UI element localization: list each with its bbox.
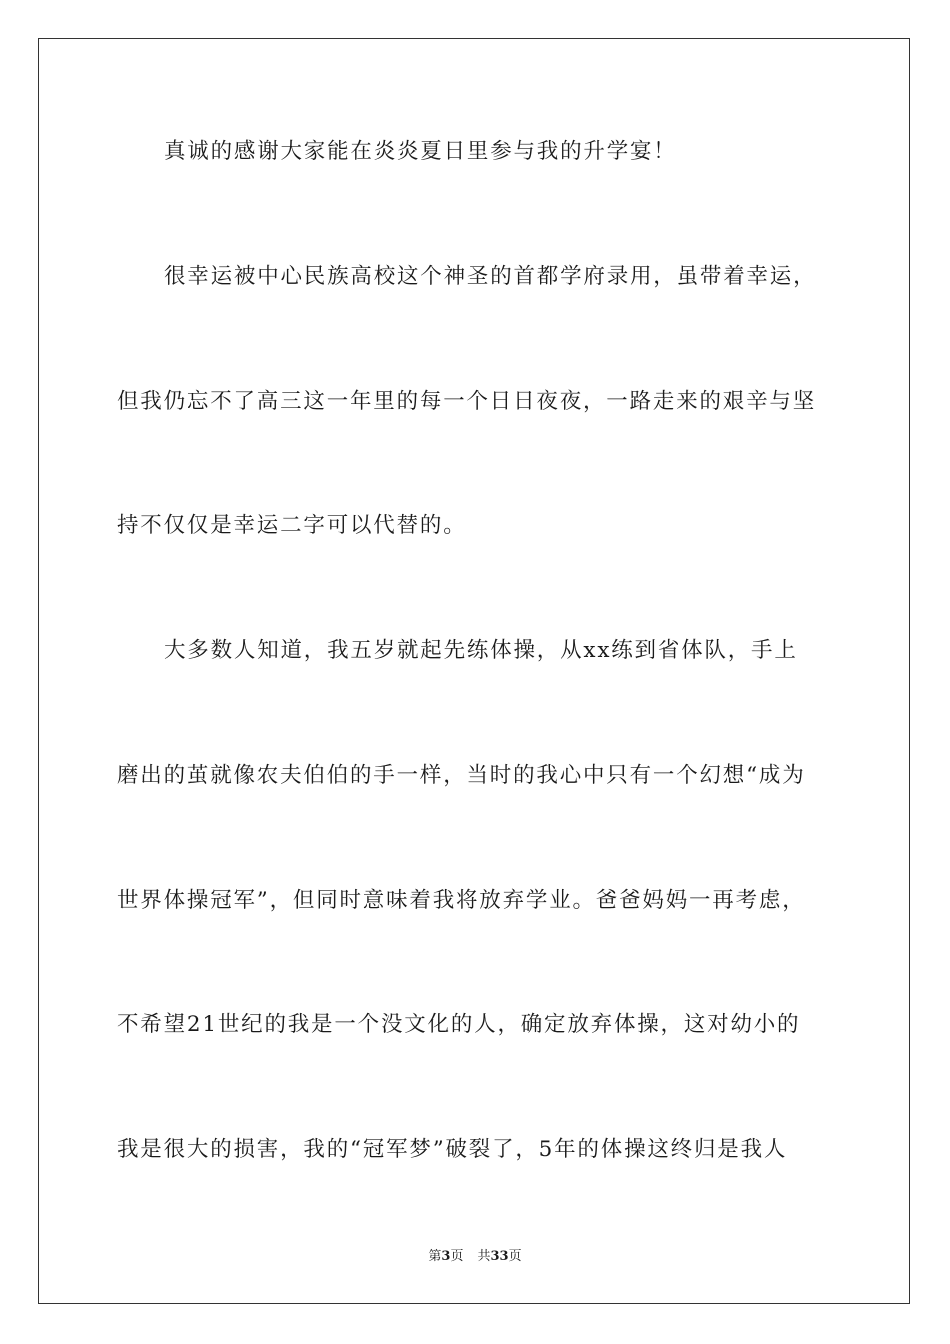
footer-page-number: 3 [441, 1249, 451, 1264]
footer-total-prefix: 共 [477, 1249, 491, 1264]
paragraph-line-7: 世界体操冠军”，但同时意味着我将放弃学业。爸爸妈妈一再考虑， [117, 888, 806, 913]
footer-total-pages: 33 [490, 1249, 509, 1264]
page-border [38, 38, 910, 1304]
footer-page-suffix: 页 [450, 1249, 464, 1264]
paragraph-line-2: 很幸运被中心民族高校这个神圣的首都学府录用，虽带着幸运， [164, 264, 817, 289]
paragraph-line-3: 但我仍忘不了高三这一年里的每一个日日夜夜，一路走来的艰辛与坚 [117, 389, 817, 414]
footer-total-suffix: 页 [508, 1249, 522, 1264]
paragraph-line-9: 我是很大的损害，我的“冠军梦”破裂了，5年的体操这终归是我人 [117, 1137, 788, 1162]
paragraph-line-5: 大多数人知道，我五岁就起先练体操，从xx练到省体队，手上 [164, 638, 798, 663]
footer-page-prefix: 第 [428, 1249, 442, 1264]
paragraph-line-1: 真诚的感谢大家能在炎炎夏日里参与我的升学宴！ [164, 139, 677, 164]
paragraph-line-6: 磨出的茧就像农夫伯伯的手一样，当时的我心中只有一个幻想“成为 [117, 763, 806, 788]
paragraph-line-8: 不希望21世纪的我是一个没文化的人，确定放弃体操，这对幼小的 [117, 1012, 801, 1037]
paragraph-line-4: 持不仅仅是幸运二字可以代替的。 [117, 513, 467, 538]
page-footer [0, 1248, 950, 1266]
